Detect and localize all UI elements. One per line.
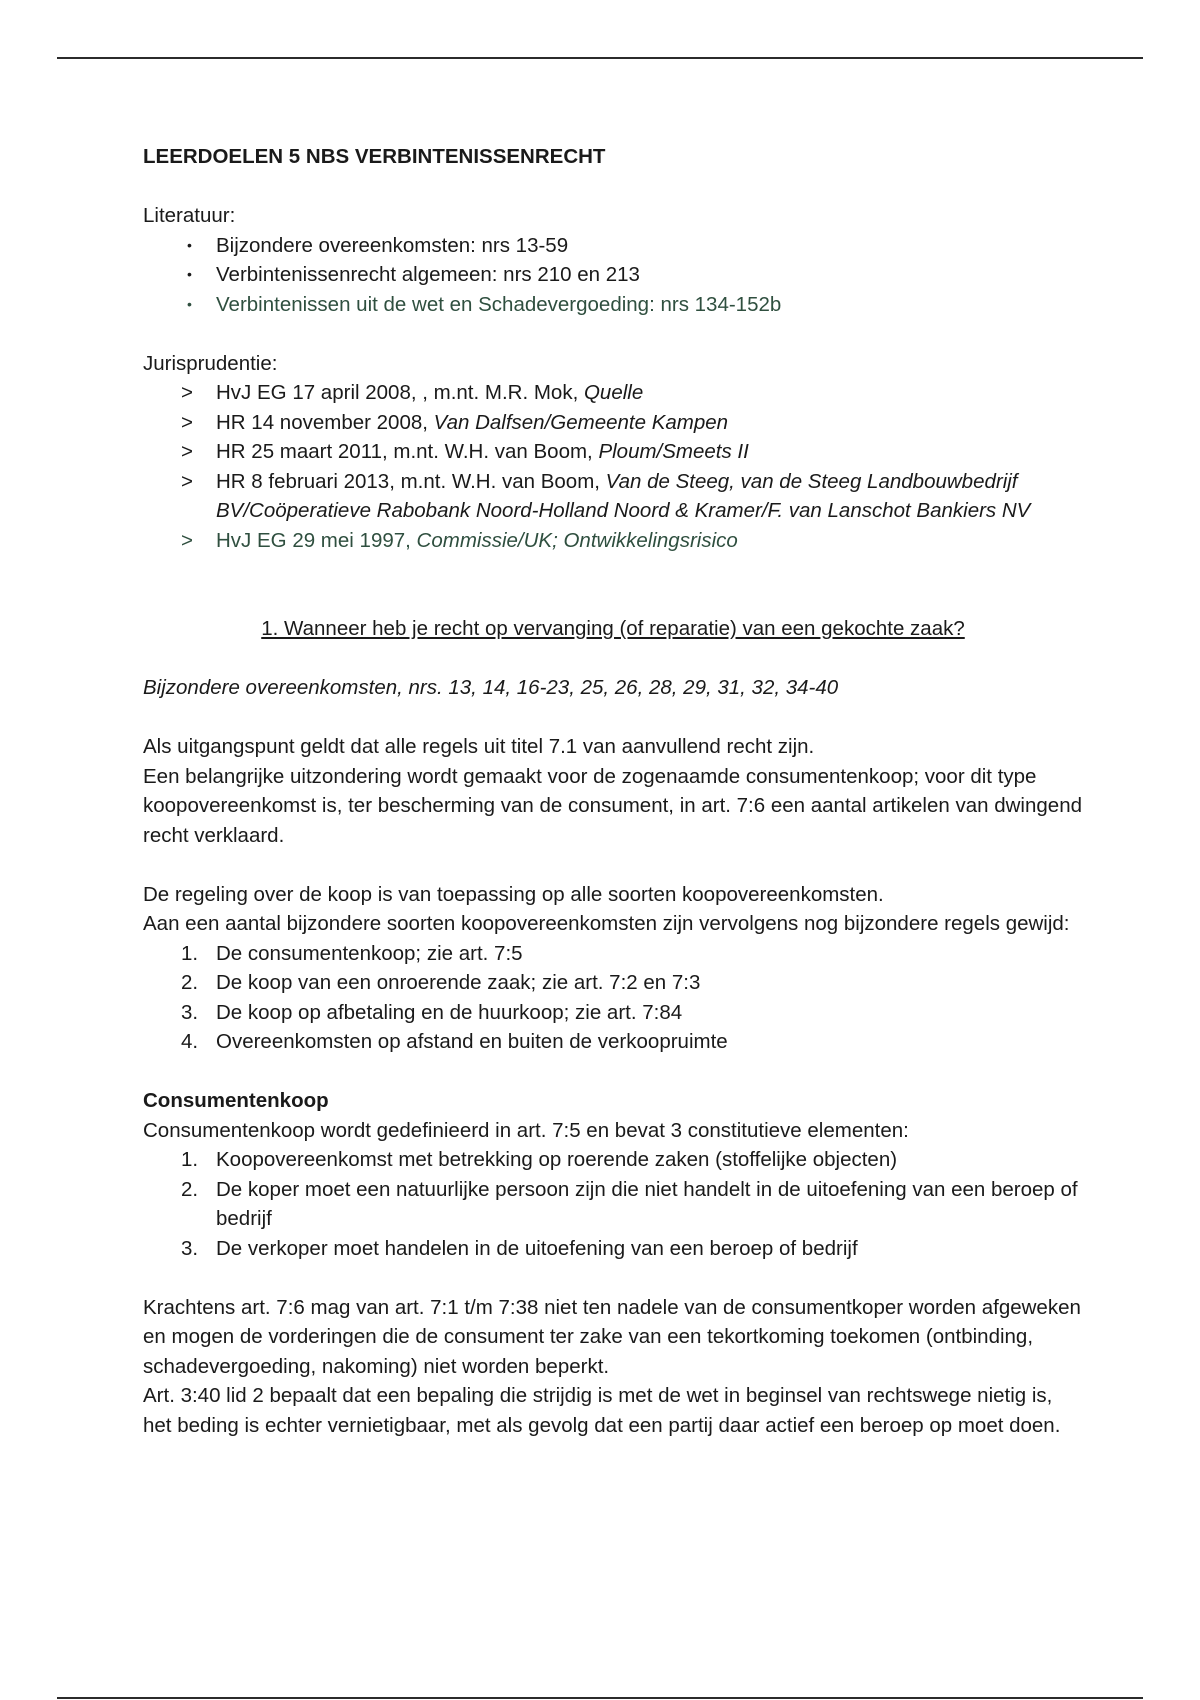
literatuur-heading: Literatuur: bbox=[143, 204, 236, 227]
section-heading: Consumentenkoop bbox=[143, 1089, 329, 1112]
paragraph: De regeling over de koop is van toepassing op alle soorten koopovereenkomsten. bbox=[143, 882, 884, 906]
arrow-icon: > bbox=[181, 410, 193, 434]
list-item: 4. Overeenkomsten op afstand en buiten de verkoopruimte bbox=[181, 1030, 728, 1053]
list-item: 2. De koper moet een natuurlijke persoon zijn die niet handelt in de uitoefening van een beroep of bedrijf bbox=[181, 1177, 1078, 1230]
jurisprudentie-heading: Jurisprudentie: bbox=[143, 351, 278, 375]
list-item: > HvJ EG 17 april 2008, , m.nt. M.R. Mok, Quelle bbox=[143, 378, 1083, 408]
arrow-icon: > bbox=[181, 469, 193, 493]
list-item: 1. Koopovereenkomst met betrekking op roerende zaken (stoffelijke objecten) bbox=[181, 1148, 898, 1171]
list-item: • Verbintenissen uit de wet en Schadevergoeding: nrs 134-152b bbox=[143, 290, 1083, 320]
list-item: > HR 25 maart 2011, m.nt. W.H. van Boom, Ploum/Smeets II bbox=[143, 437, 1083, 467]
arrow-icon: > bbox=[181, 381, 193, 404]
source-reference: Bijzondere overeenkomsten, nrs. 13, 14, 16-23, 25, 26, 28, 29, 31, 32, 34-40 bbox=[143, 676, 839, 699]
arrow-icon: > bbox=[181, 528, 193, 552]
document-body bbox=[143, 142, 1083, 1440]
header-rule bbox=[57, 57, 1143, 59]
list-item: • Verbintenissenrecht algemeen: nrs 210 en 213 bbox=[143, 260, 1083, 290]
list-item: > HvJ EG 29 mei 1997, Commissie/UK; Ontwikkelingsrisico bbox=[143, 526, 1083, 556]
paragraph: Een belangrijke uitzondering wordt gemaakt voor de zogenaamde consumentenkoop; voor dit type koopovereenkomst is, ter bescherming van de consument, in art. 7:6 een aantal artikelen van dwingend recht verklaard. bbox=[143, 764, 1082, 847]
paragraph: Aan een aantal bijzondere soorten koopovereenkomsten zijn vervolgens nog bijzondere regels gewijd: bbox=[143, 912, 1070, 935]
bullet-icon: • bbox=[187, 236, 192, 253]
paragraph: Consumentenkoop wordt gedefinieerd in art. 7:5 en bevat 3 constitutieve elementen: bbox=[143, 1118, 909, 1142]
list-item: 2. De koop van een onroerende zaak; zie art. 7:2 en 7:3 bbox=[181, 971, 701, 994]
elements-list bbox=[143, 1145, 1083, 1263]
list-item: > HR 8 februari 2013, m.nt. W.H. van Boom, Van de Steeg, van de Steeg Landbouwbedrijf BV/Coöperatieve Rabobank Noord-Holland Noord & Kramer/F. van Lanschot Bankiers NV bbox=[143, 467, 1083, 526]
bullet-icon: • bbox=[187, 295, 192, 312]
paragraph: Krachtens art. 7:6 mag van art. 7:1 t/m 7:38 niet ten nadele van de consumentkoper worden afgeweken en mogen de vorderingen die de consument ter zake van een tekortkoming toekomen (ontbinding, schadevergoeding, nakoming) niet worden beperkt. bbox=[143, 1295, 1081, 1378]
paragraph: Art. 3:40 lid 2 bepaalt dat een bepaling die strijdig is met de wet in beginsel van rechtswege nietig is, het beding is echter vernietigbaar, met als gevolg dat een partij daar actief een beroep op moet doen. bbox=[143, 1384, 1061, 1437]
paragraph: Als uitgangspunt geldt dat alle regels uit titel 7.1 van aanvullend recht zijn. bbox=[143, 735, 815, 758]
list-item: 3. De koop op afbetaling en de huurkoop; zie art. 7:84 bbox=[181, 1000, 683, 1024]
bullet-icon: • bbox=[187, 266, 192, 282]
footer-rule bbox=[57, 1697, 1143, 1699]
list-item: • Bijzondere overeenkomsten: nrs 13-59 bbox=[143, 231, 1083, 261]
literatuur-list bbox=[143, 231, 1083, 320]
arrow-icon: > bbox=[181, 440, 193, 463]
koop-types-list bbox=[143, 939, 1083, 1057]
jurisprudentie-list bbox=[143, 378, 1083, 555]
question-heading: 1. Wanneer heb je recht op vervanging (of reparatie) van een gekochte zaak? bbox=[261, 617, 965, 640]
list-item: 3. De verkoper moet handelen in de uitoefening van een beroep of bedrijf bbox=[181, 1236, 858, 1260]
list-item: > HR 14 november 2008, Van Dalfsen/Gemeente Kampen bbox=[143, 408, 1083, 438]
list-item: 1. De consumentenkoop; zie art. 7:5 bbox=[181, 941, 523, 965]
document-title: LEERDOELEN 5 NBS VERBINTENISSENRECHT bbox=[143, 145, 606, 168]
